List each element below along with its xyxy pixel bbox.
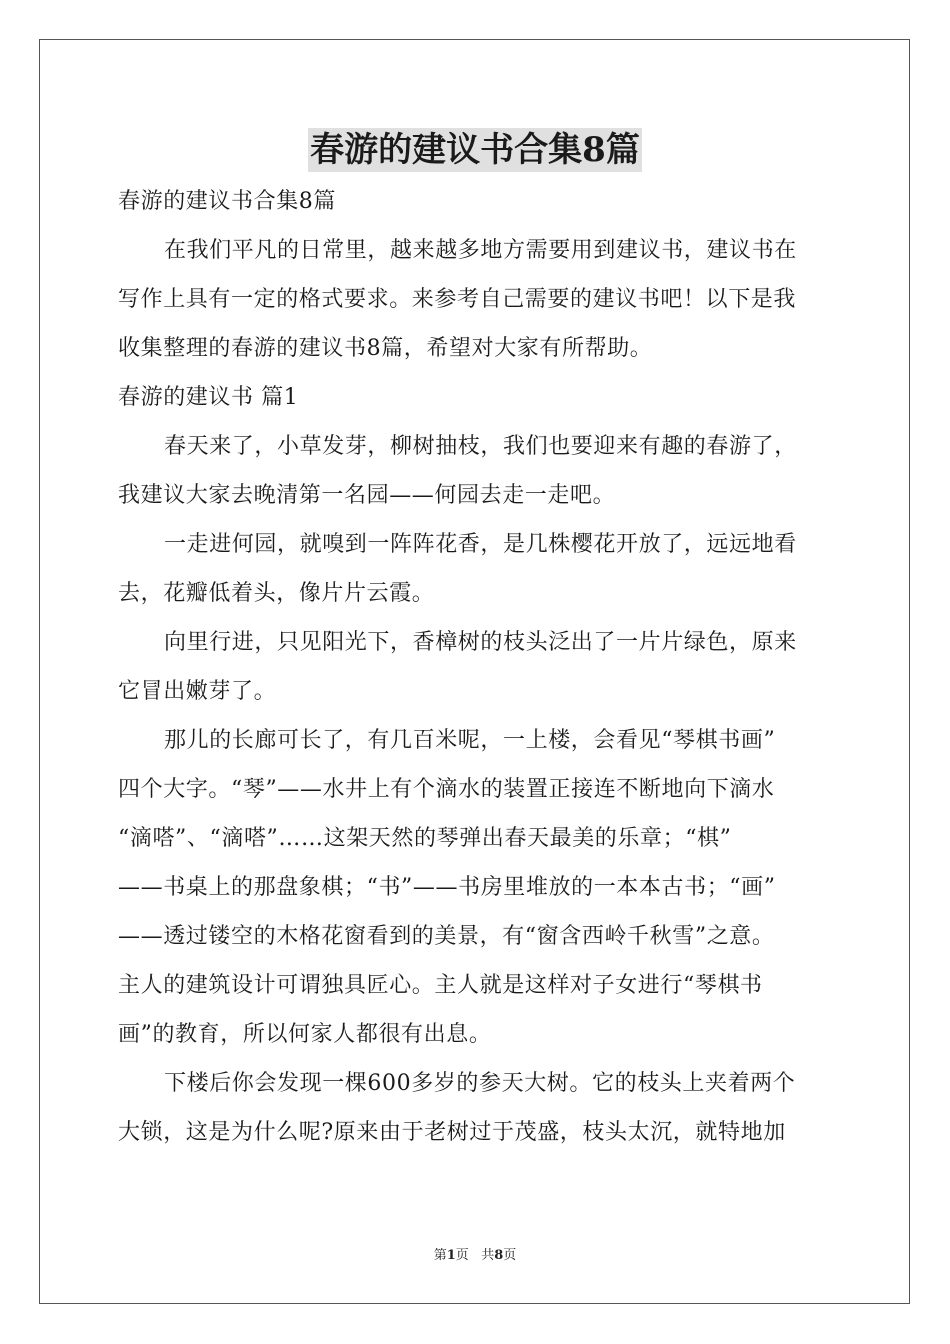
text-line: 一走进何园，就嗅到一阵阵花香，是几株樱花开放了，远远地看 bbox=[164, 532, 797, 557]
text-line: 在我们平凡的日常里，越来越多地方需要用到建议书，建议书在 bbox=[164, 238, 797, 263]
text-line: 下楼后你会发现一棵600多岁的参天大树。它的枝头上夹着两个 bbox=[164, 1071, 796, 1096]
title-area bbox=[0, 128, 950, 172]
total-label-prefix: 共 bbox=[481, 1248, 495, 1263]
text-line: 画”的教育，所以何家人都很有出息。 bbox=[118, 1022, 492, 1047]
text-line: “滴嗒”、“滴嗒”……这架天然的琴弹出春天最美的乐章；“棋” bbox=[118, 826, 732, 851]
text-line: 去，花瓣低着头，像片片云霞。 bbox=[118, 581, 435, 606]
text-line: 它冒出嫩芽了。 bbox=[118, 679, 277, 704]
page-total: 8 bbox=[494, 1248, 504, 1263]
text-line: 春天来了，小草发芽，柳树抽枝，我们也要迎来有趣的春游了， bbox=[164, 434, 797, 459]
document-body bbox=[118, 177, 834, 1157]
total-label-suffix: 页 bbox=[503, 1248, 517, 1263]
text-line: 春游的建议书合集8篇 bbox=[118, 189, 336, 214]
text-line: 大锁，这是为什么呢?原来由于老树过于茂盛，枝头太沉，就特地加 bbox=[118, 1120, 786, 1145]
text-line: 写作上具有一定的格式要求。来参考自己需要的建议书吧！以下是我 bbox=[118, 287, 797, 312]
text-line: 四个大字。“琴”——水井上有个滴水的装置正接连不断地向下滴水 bbox=[118, 777, 775, 802]
document-title: 春游的建议书合集8篇 bbox=[310, 130, 640, 170]
text-line: 我建议大家去晚清第一名园——何园去走一走吧。 bbox=[118, 483, 616, 508]
page-label-suffix: 页 bbox=[455, 1248, 469, 1263]
page-label-prefix: 第 bbox=[433, 1248, 447, 1263]
text-line: 收集整理的春游的建议书8篇，希望对大家有所帮助。 bbox=[118, 336, 653, 361]
page-footer bbox=[0, 1246, 950, 1266]
text-line: ——透过镂空的木格花窗看到的美景，有“窗含西岭千秋雪”之意。 bbox=[118, 924, 775, 949]
text-line: 主人的建筑设计可谓独具匠心。主人就是这样对子女进行“琴棋书 bbox=[118, 973, 763, 998]
text-line: 春游的建议书 篇1 bbox=[118, 385, 299, 410]
text-line: 向里行进，只见阳光下，香樟树的枝头泛出了一片片绿色，原来 bbox=[164, 630, 797, 655]
text-line: 那儿的长廊可长了，有几百米呢，一上楼，会看见“琴棋书画” bbox=[164, 728, 776, 753]
text-line: ——书桌上的那盘象棋；“书”——书房里堆放的一本本古书；“画” bbox=[118, 875, 776, 900]
page-number: 1 bbox=[446, 1248, 456, 1263]
